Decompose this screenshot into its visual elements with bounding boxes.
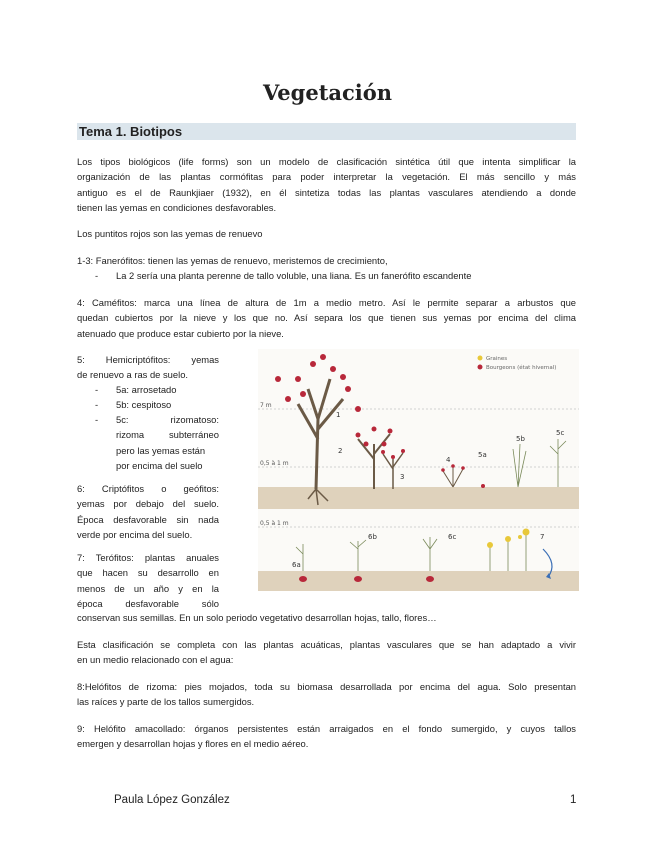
criptofitos-paragraph bbox=[77, 481, 219, 543]
helofitos-rizoma-paragraph bbox=[77, 679, 576, 710]
text-line: tienen las yemas en condiciones desfavorables. bbox=[77, 202, 277, 214]
text-line: menos de un año y en la bbox=[77, 582, 219, 594]
text-line: pero las yemas están bbox=[116, 444, 206, 456]
height-label: 7 m bbox=[260, 402, 272, 409]
hemi-5a: 5a: arrosetado bbox=[116, 384, 177, 395]
text-line: Esta clasificación se completa con las plantas acuáticas, plantas vasculares que se han adaptado a vivir bbox=[77, 639, 576, 650]
bullet-dash: - bbox=[95, 270, 99, 281]
text-line: Época desfavorable sin nada bbox=[77, 513, 219, 525]
text-line: 8:Helófitos de rizoma: pies mojados, toda su biomasa desarrollada por encima del agua. Solo presentan bbox=[77, 681, 576, 692]
footer-author: Paula López González bbox=[114, 794, 230, 806]
text-line: en un medio relacionado con el agua: bbox=[77, 654, 234, 666]
plant-label: 4 bbox=[446, 456, 451, 464]
text-line: las raíces y parte de los tallos sumergidos. bbox=[77, 696, 255, 708]
text-line: 9: Helófito amacollado: órganos persistentes están arraigados en el fondo sumergido, y cuyos tallos bbox=[77, 723, 576, 734]
plant-label: 6a bbox=[292, 561, 301, 569]
text-line: 5: Hemicriptófitos: yemas bbox=[77, 354, 219, 365]
text-line: atenuado que produce estar cubierto por la nieve. bbox=[77, 327, 284, 339]
intro-paragraph bbox=[77, 154, 576, 216]
text-line: que hacen su desarrollo en bbox=[77, 567, 219, 579]
text-line: rizoma subterráneo bbox=[116, 429, 219, 441]
plant-label: 2 bbox=[338, 447, 343, 455]
text-line: antiguo es el de Raunkjiaer (1932), en él sintetiza todas las plantas vasculares atendiendo a donde bbox=[77, 186, 576, 198]
acuaticas-paragraph bbox=[77, 637, 576, 668]
bulb-6a bbox=[299, 576, 307, 582]
legend-buds: Bourgeons (état hivernal) bbox=[486, 365, 557, 371]
fanerofitos-bullet: La 2 sería una planta perenne de tallo voluble, una liana. Es un fanerófito escandente bbox=[116, 270, 472, 281]
note-red-dots: Los puntitos rojos son las yemas de renuevo bbox=[77, 228, 263, 239]
text-line: 5c: rizomatoso: bbox=[116, 414, 219, 425]
plant-label: 6c bbox=[448, 533, 457, 541]
bulb-6c bbox=[426, 576, 434, 582]
text-line: Los tipos biológicos (life forms) son un modelo de clasificación sintética útil que intenta simplificar la bbox=[77, 156, 576, 167]
bullet-dash: - bbox=[95, 414, 99, 425]
soil-upper bbox=[258, 487, 579, 509]
hemi-5c bbox=[116, 412, 219, 474]
fanerofitos-text: 1-3: Fanerófitos: tienen las yemas de renuevo, meristemos de crecimiento, bbox=[77, 255, 388, 266]
text-line: 6: Criptófitos o geófitos: bbox=[77, 483, 219, 494]
height-label: 0,5 à 1 m bbox=[260, 460, 289, 467]
text-line: época desfavorable sólo bbox=[77, 598, 219, 610]
plant-label: 1 bbox=[336, 411, 341, 419]
plant-label: 5a bbox=[478, 451, 487, 459]
text-line: por encima del suelo bbox=[116, 460, 203, 472]
bullet-dash: - bbox=[95, 399, 99, 410]
terofitos-paragraph bbox=[77, 550, 219, 612]
text-line: quedan cubiertos por la nieve y los que no. Así separa los que tienen sus yemas por encima del clima bbox=[77, 312, 576, 324]
seed-legend-marker bbox=[478, 356, 483, 361]
bulb-6b bbox=[354, 576, 362, 582]
text-line: yemas por debajo del suelo. bbox=[77, 498, 219, 510]
page-number: 1 bbox=[570, 794, 577, 806]
height-label: 0,5 à 1 m bbox=[260, 520, 289, 527]
bud-5a bbox=[481, 484, 485, 488]
text-line: verde por encima del suelo. bbox=[77, 529, 193, 541]
page-title: Vegetación bbox=[262, 80, 393, 105]
text-line: 7: Terófitos: plantas anuales bbox=[77, 552, 219, 563]
bud-legend-marker bbox=[478, 365, 483, 370]
plant-label: 5b bbox=[516, 435, 525, 443]
raunkiaer-life-forms-figure bbox=[258, 349, 579, 591]
soil-lower bbox=[258, 571, 579, 591]
text-line: organización de las plantas cormófitas para poder interpretar la vegetación. El más sencillo y más bbox=[77, 171, 576, 183]
text-line: 4: Caméfitos: marca una línea de altura de 1m a medio metro. Así le permite separar a arbustos que bbox=[77, 297, 576, 308]
hemi-5b: 5b: cespitoso bbox=[116, 399, 172, 410]
plant-label: 7 bbox=[540, 533, 545, 541]
camefitos-paragraph bbox=[77, 295, 576, 341]
bullet-dash: - bbox=[95, 384, 99, 395]
plant-label: 6b bbox=[368, 533, 377, 541]
text-line: de renuevo a ras de suelo. bbox=[77, 369, 189, 381]
terofitos-continuation: conservan sus semillas. En un solo periodo vegetativo desarrollan hojas, tallo, flores… bbox=[77, 612, 437, 623]
text-line: emergen y desarrollan hojas y flores en el medio aéreo. bbox=[77, 738, 309, 750]
hemicriptofitos-paragraph bbox=[77, 352, 219, 383]
helofito-amacollado-paragraph bbox=[77, 721, 576, 752]
plant-label: 3 bbox=[400, 473, 405, 481]
plant-label: 5c bbox=[556, 429, 565, 437]
section-header: Tema 1. Biotipos bbox=[77, 123, 576, 140]
legend-seeds: Graines bbox=[486, 356, 508, 362]
figure-background bbox=[258, 349, 579, 591]
